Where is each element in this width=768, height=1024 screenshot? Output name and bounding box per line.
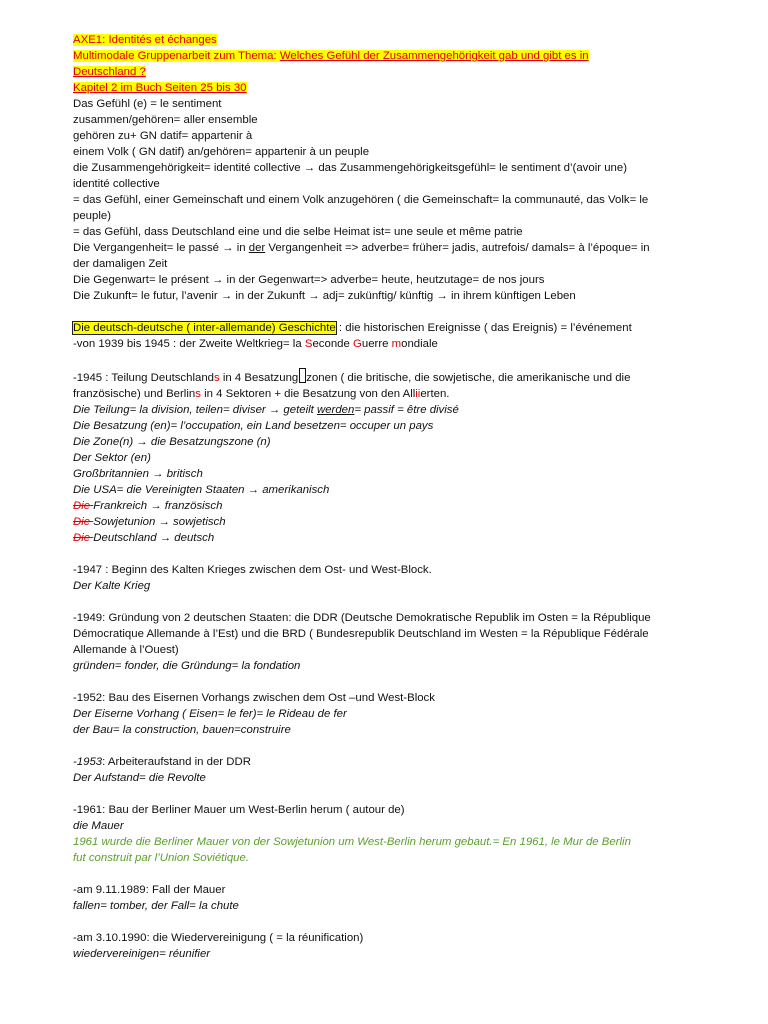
event-1949-line-3: Allemande à l’Ouest) (73, 644, 179, 656)
event-1949-line-2: Démocratique Allemande à l’Est) und die BRD ( Bundesrepublik Deutschland im Westen = la République Fédérale (73, 628, 649, 640)
event-1961-note: die Mauer (73, 820, 124, 832)
vocab-line: = das Gefühl, dass Deutschland eine und die selbe Heimat ist= une seule et même patrie (73, 226, 523, 238)
event-1945-line-2: französische) und Berlins in 4 Sektoren + die Besatzung von den Alliierten. (73, 388, 450, 400)
event-1961: -1961: Bau der Berliner Mauer um West-Berlin herum ( autour de) (73, 804, 405, 816)
header-line-4: Kapitel 2 im Buch Seiten 25 bis 30 (73, 82, 247, 94)
zone-line: Die Zone(n) → die Besatzungszone (n) (73, 436, 271, 448)
sektor-line: Der Sektor (en) (73, 452, 151, 464)
vocab-line: identité collective (73, 178, 160, 190)
fr-line: Die Frankreich → französisch (73, 500, 223, 512)
vocab-line: peuple) (73, 210, 111, 222)
event-1990-note: wiedervereinigen= réunifier (73, 948, 211, 960)
event-1961-example: 1961 wurde die Berliner Mauer von der Sowjetunion um West-Berlin herum gebaut.= En 1961, le Mur de Berlin (73, 836, 631, 848)
spacer (73, 914, 693, 930)
besatzung-line: Die Besatzung (en)= l’occupation, ein Land besetzen= occuper un pays (73, 420, 434, 432)
spacer (73, 786, 693, 802)
vocab-line: gehören zu+ GN datif= appartenir à (73, 130, 253, 142)
event-1952-note-2: der Bau= la construction, bauen=construire (73, 724, 291, 736)
event-1990: -am 3.10.1990: die Wiedervereinigung ( = la réunification) (73, 932, 364, 944)
event-1953-note: Der Aufstand= die Revolte (73, 772, 206, 784)
past-line: Die Vergangenheit= le passé → in der Vergangenheit => adverbe= früher= jadis, autrefois/ damals= à l’époque= in (73, 242, 650, 254)
spacer (73, 866, 693, 882)
spacer (73, 674, 693, 690)
su-line: Die Sowjetunion → sowjetisch (73, 516, 226, 528)
present-line: Die Gegenwart= le présent → in der Gegenwart=> adverbe= heute, heutzutage= de nos jours (73, 274, 545, 286)
spacer (73, 594, 693, 610)
spacer (73, 546, 693, 562)
spacer (73, 352, 693, 368)
header-line-2: Multimodale Gruppenarbeit zum Thema: Welches Gefühl der Zusammengehörigkeit gab und gibt es in (73, 50, 589, 62)
header-line-1: AXE1: Identités et échanges (73, 34, 217, 46)
vocab-line: einem Volk ( GN datif) an/gehören= appartenir à un peuple (73, 146, 370, 158)
vocab-line: = das Gefühl, einer Gemeinschaft und einem Volk anzugehören ( die Gemeinschaft= la communauté, das Volk= le (73, 194, 649, 206)
event-1945: -1945 : Teilung Deutschlands in 4 Besatzung zonen ( die britische, die sowjetische, die amerikanische und die (73, 368, 693, 386)
header-line-3: Deutschland ? (73, 66, 146, 78)
gb-line: Großbritannien → britisch (73, 468, 203, 480)
event-1952-note-1: Der Eiserne Vorhang ( Eisen= le fer)= le Rideau de fer (73, 708, 347, 720)
history-heading: Die deutsch-deutsche ( inter-allemande) Geschichte : die historischen Ereignisse ( das Ereignis) = l’événement (73, 322, 632, 334)
event-1949: -1949: Gründung von 2 deutschen Staaten: die DDR (Deutsche Demokratische Republik im Osten = la République (73, 612, 651, 624)
usa-line: Die USA= die Vereinigten Staaten → amerikanisch (73, 484, 330, 496)
history-title-highlight: Die deutsch-deutsche ( inter-allemande) Geschichte (73, 322, 336, 334)
de-line: Die Deutschland → deutsch (73, 532, 215, 544)
event-1989: -am 9.11.1989: Fall der Mauer (73, 884, 226, 896)
past-line-2: der damaligen Zeit (73, 258, 168, 270)
vocab-line: Das Gefühl (e) = le sentiment (73, 98, 222, 110)
event-1953: -1953: Arbeiteraufstand in der DDR (73, 756, 251, 768)
future-line: Die Zukunft= le futur, l’avenir → in der Zukunft → adj= zukünftig/ künftig → in ihrem künftigen Leben (73, 290, 576, 302)
vocab-line: zusammen/gehören= aller ensemble (73, 114, 258, 126)
event-1947: -1947 : Beginn des Kalten Krieges zwischen dem Ost- und West-Block. (73, 564, 432, 576)
teilung-line: Die Teilung= la division, teilen= diviser → geteilt werden= passif = être divisé (73, 404, 459, 416)
event-1989-note: fallen= tomber, der Fall= la chute (73, 900, 239, 912)
spacer (73, 738, 693, 754)
event-1952: -1952: Bau des Eisernen Vorhangs zwischen dem Ost –und West-Block (73, 692, 435, 704)
event-1947-note: Der Kalte Krieg (73, 580, 151, 592)
ww2-line: -von 1939 bis 1945 : der Zweite Weltkrieg= la Seconde Guerre mondiale (73, 338, 438, 350)
spacer (73, 304, 693, 320)
event-1961-example-2: fut construit par l’Union Soviétique. (73, 852, 250, 864)
event-1949-note: gründen= fonder, die Gründung= la fondation (73, 660, 301, 672)
document-page (73, 32, 693, 962)
vocab-line: die Zusammengehörigkeit= identité collective → das Zusammengehörigkeitsgefühl= le sentiment d’(avoir une) (73, 162, 627, 174)
